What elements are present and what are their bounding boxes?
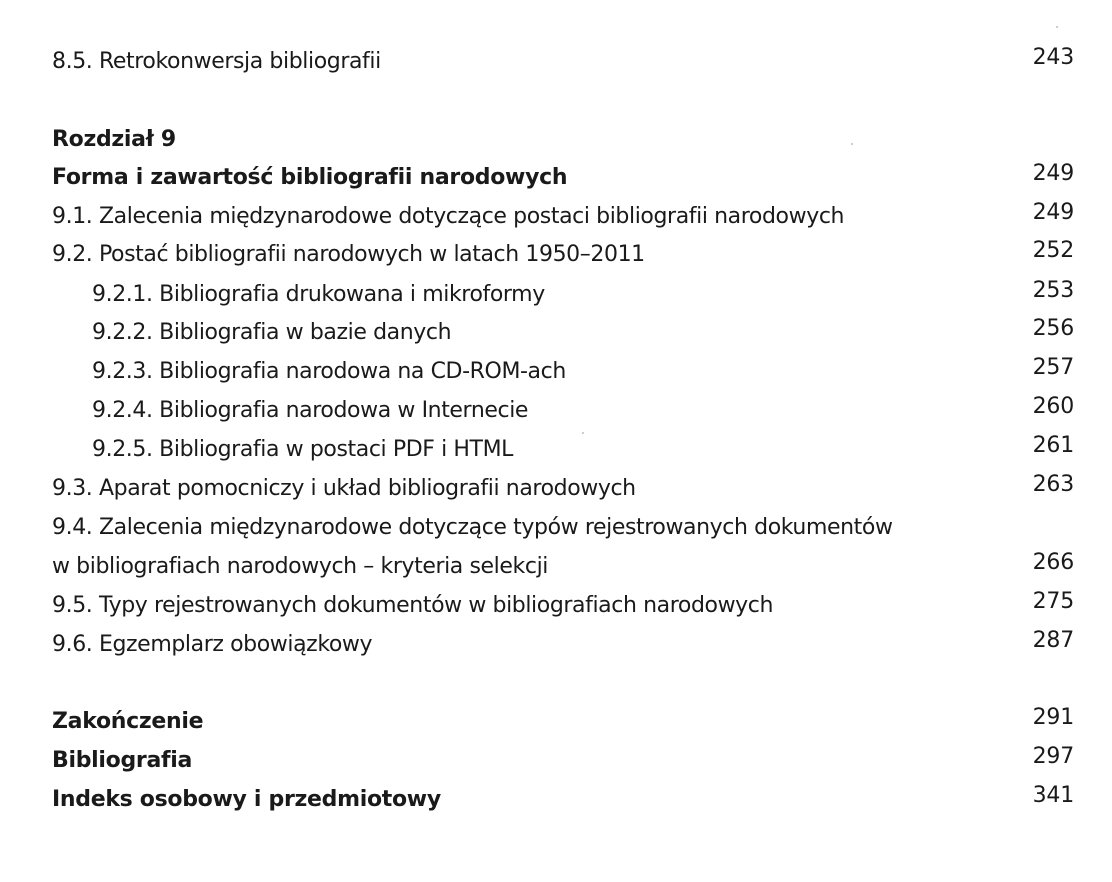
toc-entry-8-5 [0, 47, 1112, 81]
toc-entry-title: 8.5. Retrokonwersja bibliografii [52, 49, 381, 74]
toc-entry-page: 249 [1032, 161, 1074, 186]
toc-entry-page: 252 [1032, 238, 1074, 263]
toc-entry-page: 261 [1032, 433, 1074, 458]
toc-entry-title: 9.2.3. Bibliografia narodowa na CD-ROM-ach [92, 359, 566, 384]
toc-entry-page: 287 [1032, 628, 1074, 653]
toc-entry-title: 9.6. Egzemplarz obowiązkowy [52, 632, 373, 657]
scan-speck [851, 143, 853, 145]
toc-entry-page: 260 [1032, 394, 1074, 419]
toc-entry-title: 9.2.2. Bibliografia w bazie danych [92, 320, 452, 345]
toc-entry-title: 9.2.4. Bibliografia narodowa w Internecie [92, 398, 529, 423]
toc-entry-9-2-1 [0, 280, 1112, 314]
toc-entry-page: 249 [1032, 200, 1074, 225]
toc-entry-9-2-5 [0, 435, 1112, 469]
toc-entry-page: 341 [1032, 783, 1074, 808]
toc-entry-9-4 [0, 513, 1112, 547]
toc-entry-page: 263 [1032, 472, 1074, 497]
toc-entry-9-6 [0, 630, 1112, 664]
toc-entry-title: 9.4. Zalecenia międzynarodowe dotyczące typów rejestrowanych dokumentów [52, 515, 893, 540]
toc-entry-page: 297 [1032, 744, 1074, 769]
toc-entry-title: 9.2.5. Bibliografia w postaci PDF i HTML [92, 437, 514, 462]
toc-entry-indeks [0, 785, 1112, 819]
toc-entry-title: 9.2. Postać bibliografii narodowych w latach 1950–2011 [52, 242, 645, 267]
toc-entry-9-2-3 [0, 357, 1112, 391]
toc-entry-page: 291 [1032, 705, 1074, 730]
toc-entry-zakonczenie [0, 707, 1112, 741]
chapter-label [0, 125, 1112, 159]
toc-entry-title: Indeks osobowy i przedmiotowy [52, 787, 441, 812]
toc-entry-title: 9.1. Zalecenia międzynarodowe dotyczące postaci bibliografii narodowych [52, 204, 845, 229]
chapter-title [0, 163, 1112, 197]
toc-entry-9-4-continued [0, 552, 1112, 586]
scan-speck [582, 432, 584, 434]
toc-entry-title: Rozdział 9 [52, 127, 176, 152]
toc-entry-title: 9.3. Aparat pomocniczy i układ bibliografii narodowych [52, 476, 636, 501]
toc-entry-page: 253 [1032, 278, 1074, 303]
toc-entry-9-2-2 [0, 318, 1112, 352]
toc-entry-title: 9.5. Typy rejestrowanych dokumentów w bibliografiach narodowych [52, 593, 774, 618]
toc-entry-bibliografia [0, 746, 1112, 780]
toc-entry-9-5 [0, 591, 1112, 625]
toc-entry-page: 256 [1032, 316, 1074, 341]
toc-entry-9-2 [0, 240, 1112, 274]
toc-entry-page: 257 [1032, 355, 1074, 380]
toc-entry-9-3 [0, 474, 1112, 508]
toc-entry-page: 275 [1032, 589, 1074, 614]
toc-entry-page: 266 [1032, 550, 1074, 575]
toc-entry-9-1 [0, 202, 1112, 236]
toc-entry-page: 243 [1032, 45, 1074, 70]
toc-entry-title: Bibliografia [52, 748, 193, 773]
toc-entry-9-2-4 [0, 396, 1112, 430]
toc-entry-title: 9.2.1. Bibliografia drukowana i mikroformy [92, 282, 545, 307]
toc-entry-title: Zakończenie [52, 709, 204, 734]
scan-speck [1056, 26, 1058, 28]
toc-entry-title: w bibliografiach narodowych – kryteria selekcji [52, 554, 548, 579]
toc-entry-title: Forma i zawartość bibliografii narodowych [52, 165, 568, 190]
